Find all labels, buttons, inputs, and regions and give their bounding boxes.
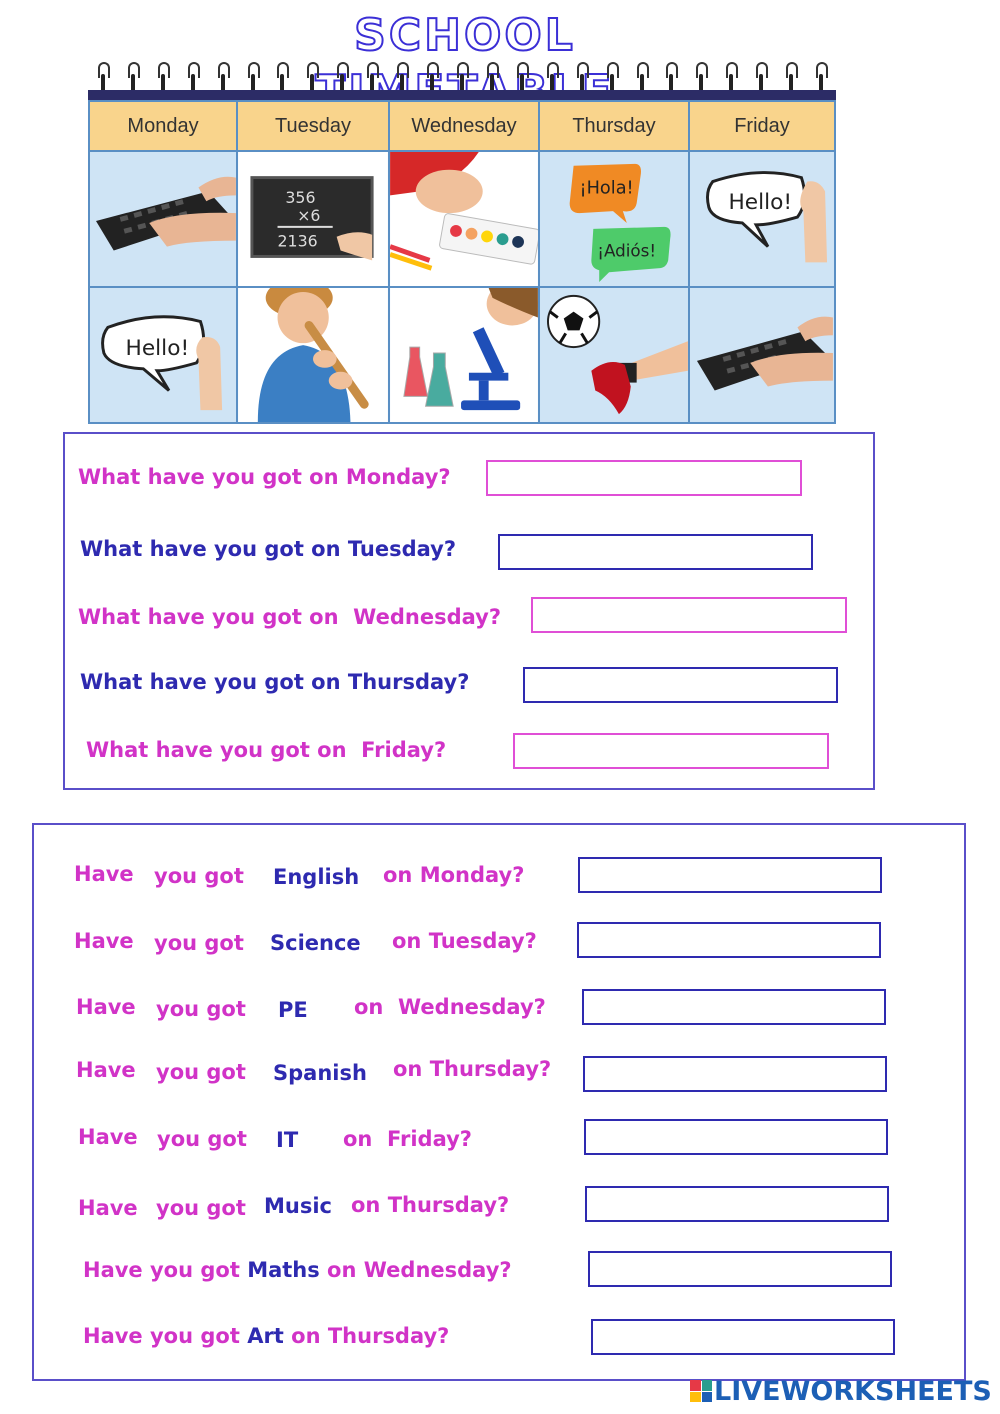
football-icon [540, 288, 688, 422]
recorder-icon [238, 288, 388, 422]
day-header-monday: Monday [90, 102, 238, 152]
spiral-ring [696, 62, 706, 92]
question-friday: What have you got on Friday? [86, 738, 447, 762]
hello-bubble-icon [90, 288, 236, 422]
day-word: on Friday? [343, 1127, 472, 1151]
subject-word: IT [276, 1128, 299, 1152]
hello-bubble-icon [690, 152, 834, 286]
spiral-ring [307, 62, 317, 92]
subject-word: Science [270, 931, 361, 955]
answer-field-thursday[interactable] [523, 667, 838, 703]
spiral-ring [637, 62, 647, 92]
cell-monday-1 [90, 152, 238, 288]
question-prefix: Have you got [83, 1324, 248, 1348]
microscope-icon [390, 288, 538, 422]
adios-text: ¡Adiós! [597, 240, 657, 261]
spiral-ring [427, 62, 437, 92]
you-got-word: you got [156, 1196, 246, 1220]
spiral-ring [487, 62, 497, 92]
you-got-word: you got [156, 1060, 246, 1084]
answer-field-pe[interactable] [582, 989, 886, 1025]
spiral-ring [786, 62, 796, 92]
have-word: Have [78, 1196, 138, 1220]
you-got-word: you got [157, 1127, 247, 1151]
you-got-word: you got [156, 997, 246, 1021]
answer-field-music[interactable] [585, 1186, 889, 1222]
hola-text: ¡Hola! [579, 178, 634, 199]
question-panel-have [32, 823, 966, 1381]
have-question-maths [83, 1258, 512, 1282]
day-header-thursday: Thursday [540, 102, 690, 152]
subject-word: English [273, 865, 360, 889]
have-word: Have [78, 1125, 138, 1149]
subject-word: PE [278, 998, 308, 1022]
cell-tuesday-2 [238, 288, 390, 424]
keyboard-icon [690, 288, 834, 422]
day-word: on Tuesday? [392, 929, 537, 953]
spiral-ring [816, 62, 826, 92]
subject-word: Art [247, 1324, 284, 1348]
answer-field-it[interactable] [584, 1119, 888, 1155]
subject-word: Spanish [273, 1061, 367, 1085]
answer-field-spanish[interactable] [583, 1056, 887, 1092]
spiral-ring [457, 62, 467, 92]
question-tuesday: What have you got on Tuesday? [80, 537, 457, 561]
have-word: Have [74, 862, 134, 886]
spiral-ring [188, 62, 198, 92]
paint-icon [390, 152, 538, 286]
answer-field-monday[interactable] [486, 460, 802, 496]
subject-word: Music [264, 1194, 332, 1218]
you-got-word: you got [154, 864, 244, 888]
spiral-ring [577, 62, 587, 92]
have-question-art [83, 1324, 449, 1348]
binder-strip [88, 90, 836, 100]
day-header-wednesday: Wednesday [390, 102, 540, 152]
question-monday: What have you got on Monday? [78, 465, 451, 489]
question-suffix: on Thursday? [283, 1324, 450, 1348]
spiral-ring [547, 62, 557, 92]
spiral-ring [726, 62, 736, 92]
spiral-ring [397, 62, 407, 92]
cell-thursday-2 [540, 288, 690, 424]
spiral-ring [337, 62, 347, 92]
spiral-ring [158, 62, 168, 92]
cell-wednesday-1 [390, 152, 540, 288]
cell-friday-1 [690, 152, 834, 288]
answer-field-science[interactable] [577, 922, 881, 958]
spiral-ring [607, 62, 617, 92]
spiral-ring [98, 62, 108, 92]
spiral-ring [666, 62, 676, 92]
keyboard-icon [90, 152, 236, 286]
spiral-ring [367, 62, 377, 92]
you-got-word: you got [154, 931, 244, 955]
spiral-ring [756, 62, 766, 92]
answer-field-wednesday[interactable] [531, 597, 847, 633]
day-word: on Monday? [383, 863, 525, 887]
spiral-ring [128, 62, 138, 92]
have-word: Have [76, 1058, 136, 1082]
question-thursday: What have you got on Thursday? [80, 670, 470, 694]
spiral-ring [218, 62, 228, 92]
answer-field-maths[interactable] [588, 1251, 892, 1287]
cell-friday-2 [690, 288, 834, 424]
question-suffix: on Wednesday? [319, 1258, 512, 1282]
answer-field-tuesday[interactable] [498, 534, 813, 570]
question-prefix: Have you got [83, 1258, 248, 1282]
math-line-3: 2136 [277, 231, 318, 251]
liveworksheets-logo [690, 1374, 992, 1408]
spiral-ring [277, 62, 287, 92]
day-word: on Thursday? [393, 1057, 552, 1081]
question-wednesday: What have you got on Wednesday? [78, 605, 501, 629]
answer-field-english[interactable] [578, 857, 882, 893]
subject-word: Maths [247, 1258, 320, 1282]
answer-field-friday[interactable] [513, 733, 829, 769]
page-title: SCHOOL [354, 10, 576, 61]
spiral-ring [517, 62, 527, 92]
day-word: on Wednesday? [354, 995, 546, 1019]
day-header-friday: Friday [690, 102, 834, 152]
chalkboard-icon [238, 152, 388, 286]
logo-text: LIVEWORKSHEETS [714, 1375, 992, 1407]
hello-text-2: Hello! [125, 336, 190, 361]
spiral-ring [248, 62, 258, 92]
hello-text: Hello! [728, 190, 793, 216]
have-word: Have [74, 929, 134, 953]
speech-bubbles-icon [540, 152, 688, 286]
logo-icon [690, 1380, 712, 1402]
math-line-1: 356 [285, 188, 316, 208]
have-word: Have [76, 995, 136, 1019]
cell-wednesday-2 [390, 288, 540, 424]
cell-thursday-1 [540, 152, 690, 288]
answer-field-art[interactable] [591, 1319, 895, 1355]
day-header-tuesday: Tuesday [238, 102, 390, 152]
math-line-2: ×6 [297, 205, 321, 225]
timetable [88, 100, 836, 424]
day-word: on Thursday? [351, 1193, 510, 1217]
cell-tuesday-1 [238, 152, 390, 288]
cell-monday-2 [90, 288, 238, 424]
